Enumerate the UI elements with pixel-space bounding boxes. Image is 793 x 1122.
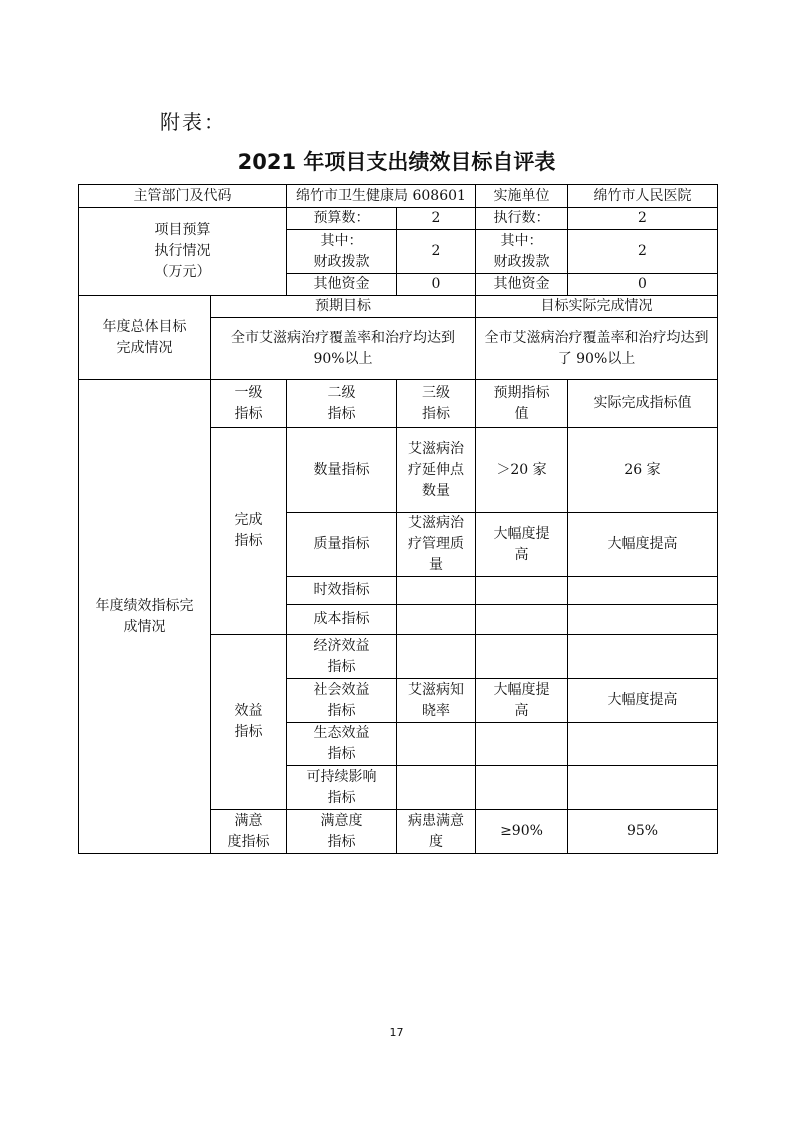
other-exec-label: 其他资金 <box>476 274 568 296</box>
budget-label: 项目预算 执行情况 （万元） <box>79 208 287 296</box>
indicator-expected <box>476 577 568 605</box>
indicator-level3: 艾滋病治 疗延伸点 数量 <box>397 428 476 513</box>
header-level1: 一级 指标 <box>211 380 287 428</box>
performance-label: 年度绩效指标完 成情况 <box>79 380 211 854</box>
document-title: 2021 年项目支出绩效目标自评表 <box>237 150 556 174</box>
indicator-level2: 可持续影响 指标 <box>287 766 397 810</box>
indicator-actual: 大幅度提高 <box>568 679 718 723</box>
dept-value: 绵竹市卫生健康局 608601 <box>287 185 476 208</box>
page-number: 17 <box>389 1026 404 1039</box>
indicator-actual <box>568 723 718 766</box>
annex-label: 附表： <box>160 110 226 134</box>
indicator-level3 <box>397 577 476 605</box>
expected-goal-header: 预期目标 <box>211 296 476 318</box>
indicator-level2: 成本指标 <box>287 605 397 635</box>
indicator-expected <box>476 635 568 679</box>
completion-indicator-label: 完成 指标 <box>211 428 287 635</box>
indicator-actual: 大幅度提高 <box>568 513 718 577</box>
indicator-level3 <box>397 766 476 810</box>
indicator-actual <box>568 577 718 605</box>
benefit-indicator-label: 效益 指标 <box>211 635 287 810</box>
fiscal-exec-label: 其中： 财政拨款 <box>476 230 568 274</box>
indicator-expected: 大幅度提 高 <box>476 679 568 723</box>
indicator-expected: ＞20 家 <box>476 428 568 513</box>
unit-label: 实施单位 <box>476 185 568 208</box>
fiscal-budget-value: 2 <box>397 230 476 274</box>
budget-amount-value: 2 <box>397 208 476 230</box>
header-actual: 实际完成指标值 <box>568 380 718 428</box>
fiscal-exec-value: 2 <box>568 230 718 274</box>
indicator-level2: 社会效益 指标 <box>287 679 397 723</box>
header-level2: 二级 指标 <box>287 380 397 428</box>
indicator-level2: 满意度 指标 <box>287 810 397 854</box>
header-expected: 预期指标 值 <box>476 380 568 428</box>
indicator-level3 <box>397 605 476 635</box>
annual-goal-label: 年度总体目标 完成情况 <box>79 296 211 380</box>
actual-goal-header: 目标实际完成情况 <box>476 296 718 318</box>
actual-goal-text: 全市艾滋病治疗覆盖率和治疗均达到了 90%以上 <box>476 318 718 380</box>
fiscal-budget-label: 其中： 财政拨款 <box>287 230 397 274</box>
self-evaluation-table <box>78 184 718 854</box>
satisfaction-indicator-label: 满意 度指标 <box>211 810 287 854</box>
indicator-actual <box>568 766 718 810</box>
indicator-expected <box>476 723 568 766</box>
indicator-level2: 时效指标 <box>287 577 397 605</box>
indicator-actual <box>568 635 718 679</box>
indicator-actual: 26 家 <box>568 428 718 513</box>
indicator-level3: 病患满意 度 <box>397 810 476 854</box>
indicator-level2: 生态效益 指标 <box>287 723 397 766</box>
dept-label: 主管部门及代码 <box>79 185 287 208</box>
indicator-level2: 质量指标 <box>287 513 397 577</box>
other-budget-label: 其他资金 <box>287 274 397 296</box>
indicator-expected: 大幅度提 高 <box>476 513 568 577</box>
indicator-expected: ≥90% <box>476 810 568 854</box>
indicator-level3: 艾滋病治 疗管理质 量 <box>397 513 476 577</box>
indicator-level2: 经济效益 指标 <box>287 635 397 679</box>
indicator-level3: 艾滋病知 晓率 <box>397 679 476 723</box>
indicator-level2: 数量指标 <box>287 428 397 513</box>
unit-value: 绵竹市人民医院 <box>568 185 718 208</box>
other-budget-value: 0 <box>397 274 476 296</box>
other-exec-value: 0 <box>568 274 718 296</box>
exec-amount-label: 执行数： <box>476 208 568 230</box>
indicator-level3 <box>397 635 476 679</box>
indicator-actual: 95% <box>568 810 718 854</box>
indicator-expected <box>476 766 568 810</box>
indicator-actual <box>568 605 718 635</box>
budget-amount-label: 预算数： <box>287 208 397 230</box>
exec-amount-value: 2 <box>568 208 718 230</box>
expected-goal-text: 全市艾滋病治疗覆盖率和治疗均达到 90%以上 <box>211 318 476 380</box>
header-level3: 三级 指标 <box>397 380 476 428</box>
indicator-expected <box>476 605 568 635</box>
indicator-level3 <box>397 723 476 766</box>
